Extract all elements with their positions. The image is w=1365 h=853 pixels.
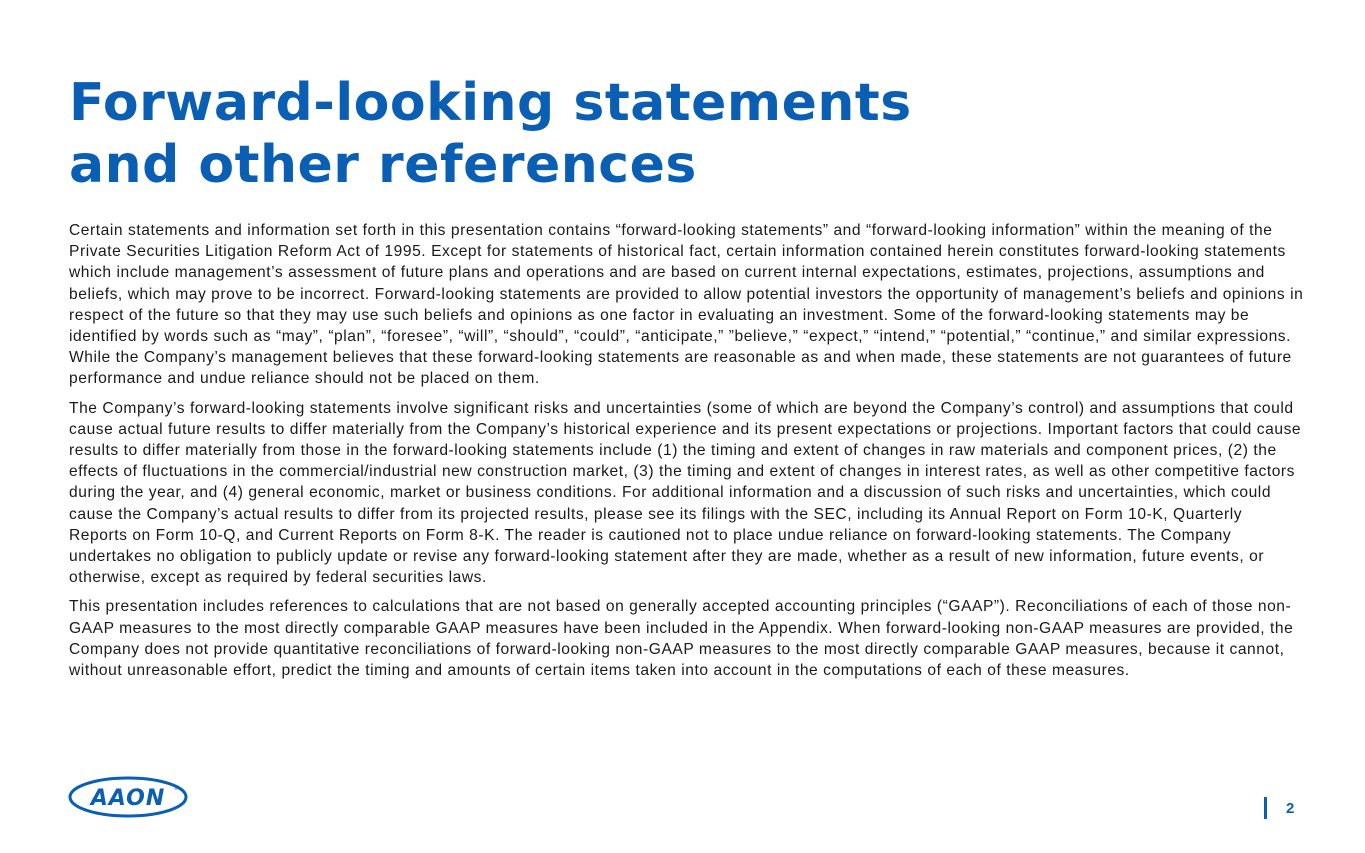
aaon-logo (68, 776, 188, 818)
page-number-divider (1264, 797, 1267, 819)
logo-text: AAON (90, 786, 166, 811)
page-title-line-1: Forward-looking statements (69, 73, 912, 133)
disclaimer-body (69, 220, 1305, 689)
svg-text:®: ® (174, 786, 178, 791)
page-title (69, 72, 1069, 196)
page-title-line-2: and other references (69, 135, 697, 195)
paragraph-non-gaap: This presentation includes references to calculations that are not based on generally accepted accounting principles (“GAAP”). Reconciliations of each of those non-GAAP measures to the most directly comparable GAAP measures have been included in the Appendix. When forward-looking non-GAAP measures are provided, the Company does not provide quantitative reconciliations of forward-looking non-GAAP measures to the most directly comparable GAAP measures, because it cannot, without unreasonable effort, predict the timing and amounts of certain items taken into account in the computations of each of these measures. (69, 598, 1294, 680)
paragraph-risks: The Company’s forward-looking statements involve significant risks and uncertainties (some of which are beyond the Company’s control) and assumptions that could cause actual future results to differ materially from the Company’s historical experience and its present expectations or projections. Important factors that could cause results to differ materially from those in the forward-looking statements include (1) the timing and extent of changes in raw materials and component prices, (2) the effects of fluctuations in the commercial/industrial new construction market, (3) the timing and extent of changes in interest rates, as well as other competitive factors during the year, and (4) general economic, market or business conditions. For additional information and a discussion of such risks and uncertainties, which could cause the Company’s actual results to differ from its projected results, please see its filings with the SEC, including its Annual Report on Form 10-K, Quarterly Reports on Form 10-Q, and Current Reports on Form 8-K. The reader is cautioned not to place undue reliance on forward-looking statements. The Company undertakes no obligation to publicly update or revise any forward-looking statement after they are made, whether as a result of new information, future events, or otherwise, except as required by federal securities laws. (69, 399, 1302, 587)
paragraph-forward-looking: Certain statements and information set forth in this presentation contains “forward-looking statements” and “forward-looking information” within the meaning of the Private Securities Litigation Reform Act of 1995. Except for statements of historical fact, certain information contained herein constitutes forward-looking statements which include management’s assessment of future plans and operations and are based on current internal expectations, estimates, projections, assumptions and beliefs, which may prove to be incorrect. Forward-looking statements are provided to allow potential investors the opportunity of management’s beliefs and opinions in respect of the future so that they may use such beliefs and opinions as one factor in evaluating an investment. Some of the forward-looking statements may be identified by words such as “may”, “plan”, “foresee”, “will”, “should”, “could”, “anticipate,” ”believe,” “expect,” “intend,” “potential,” “continue,” and similar expressions. While the Company’s management believes that these forward-looking statements are reasonable as and when made, these statements are not guarantees of future performance and undue reliance should not be placed on them. (69, 222, 1304, 388)
page-number: 2 (1286, 800, 1295, 817)
